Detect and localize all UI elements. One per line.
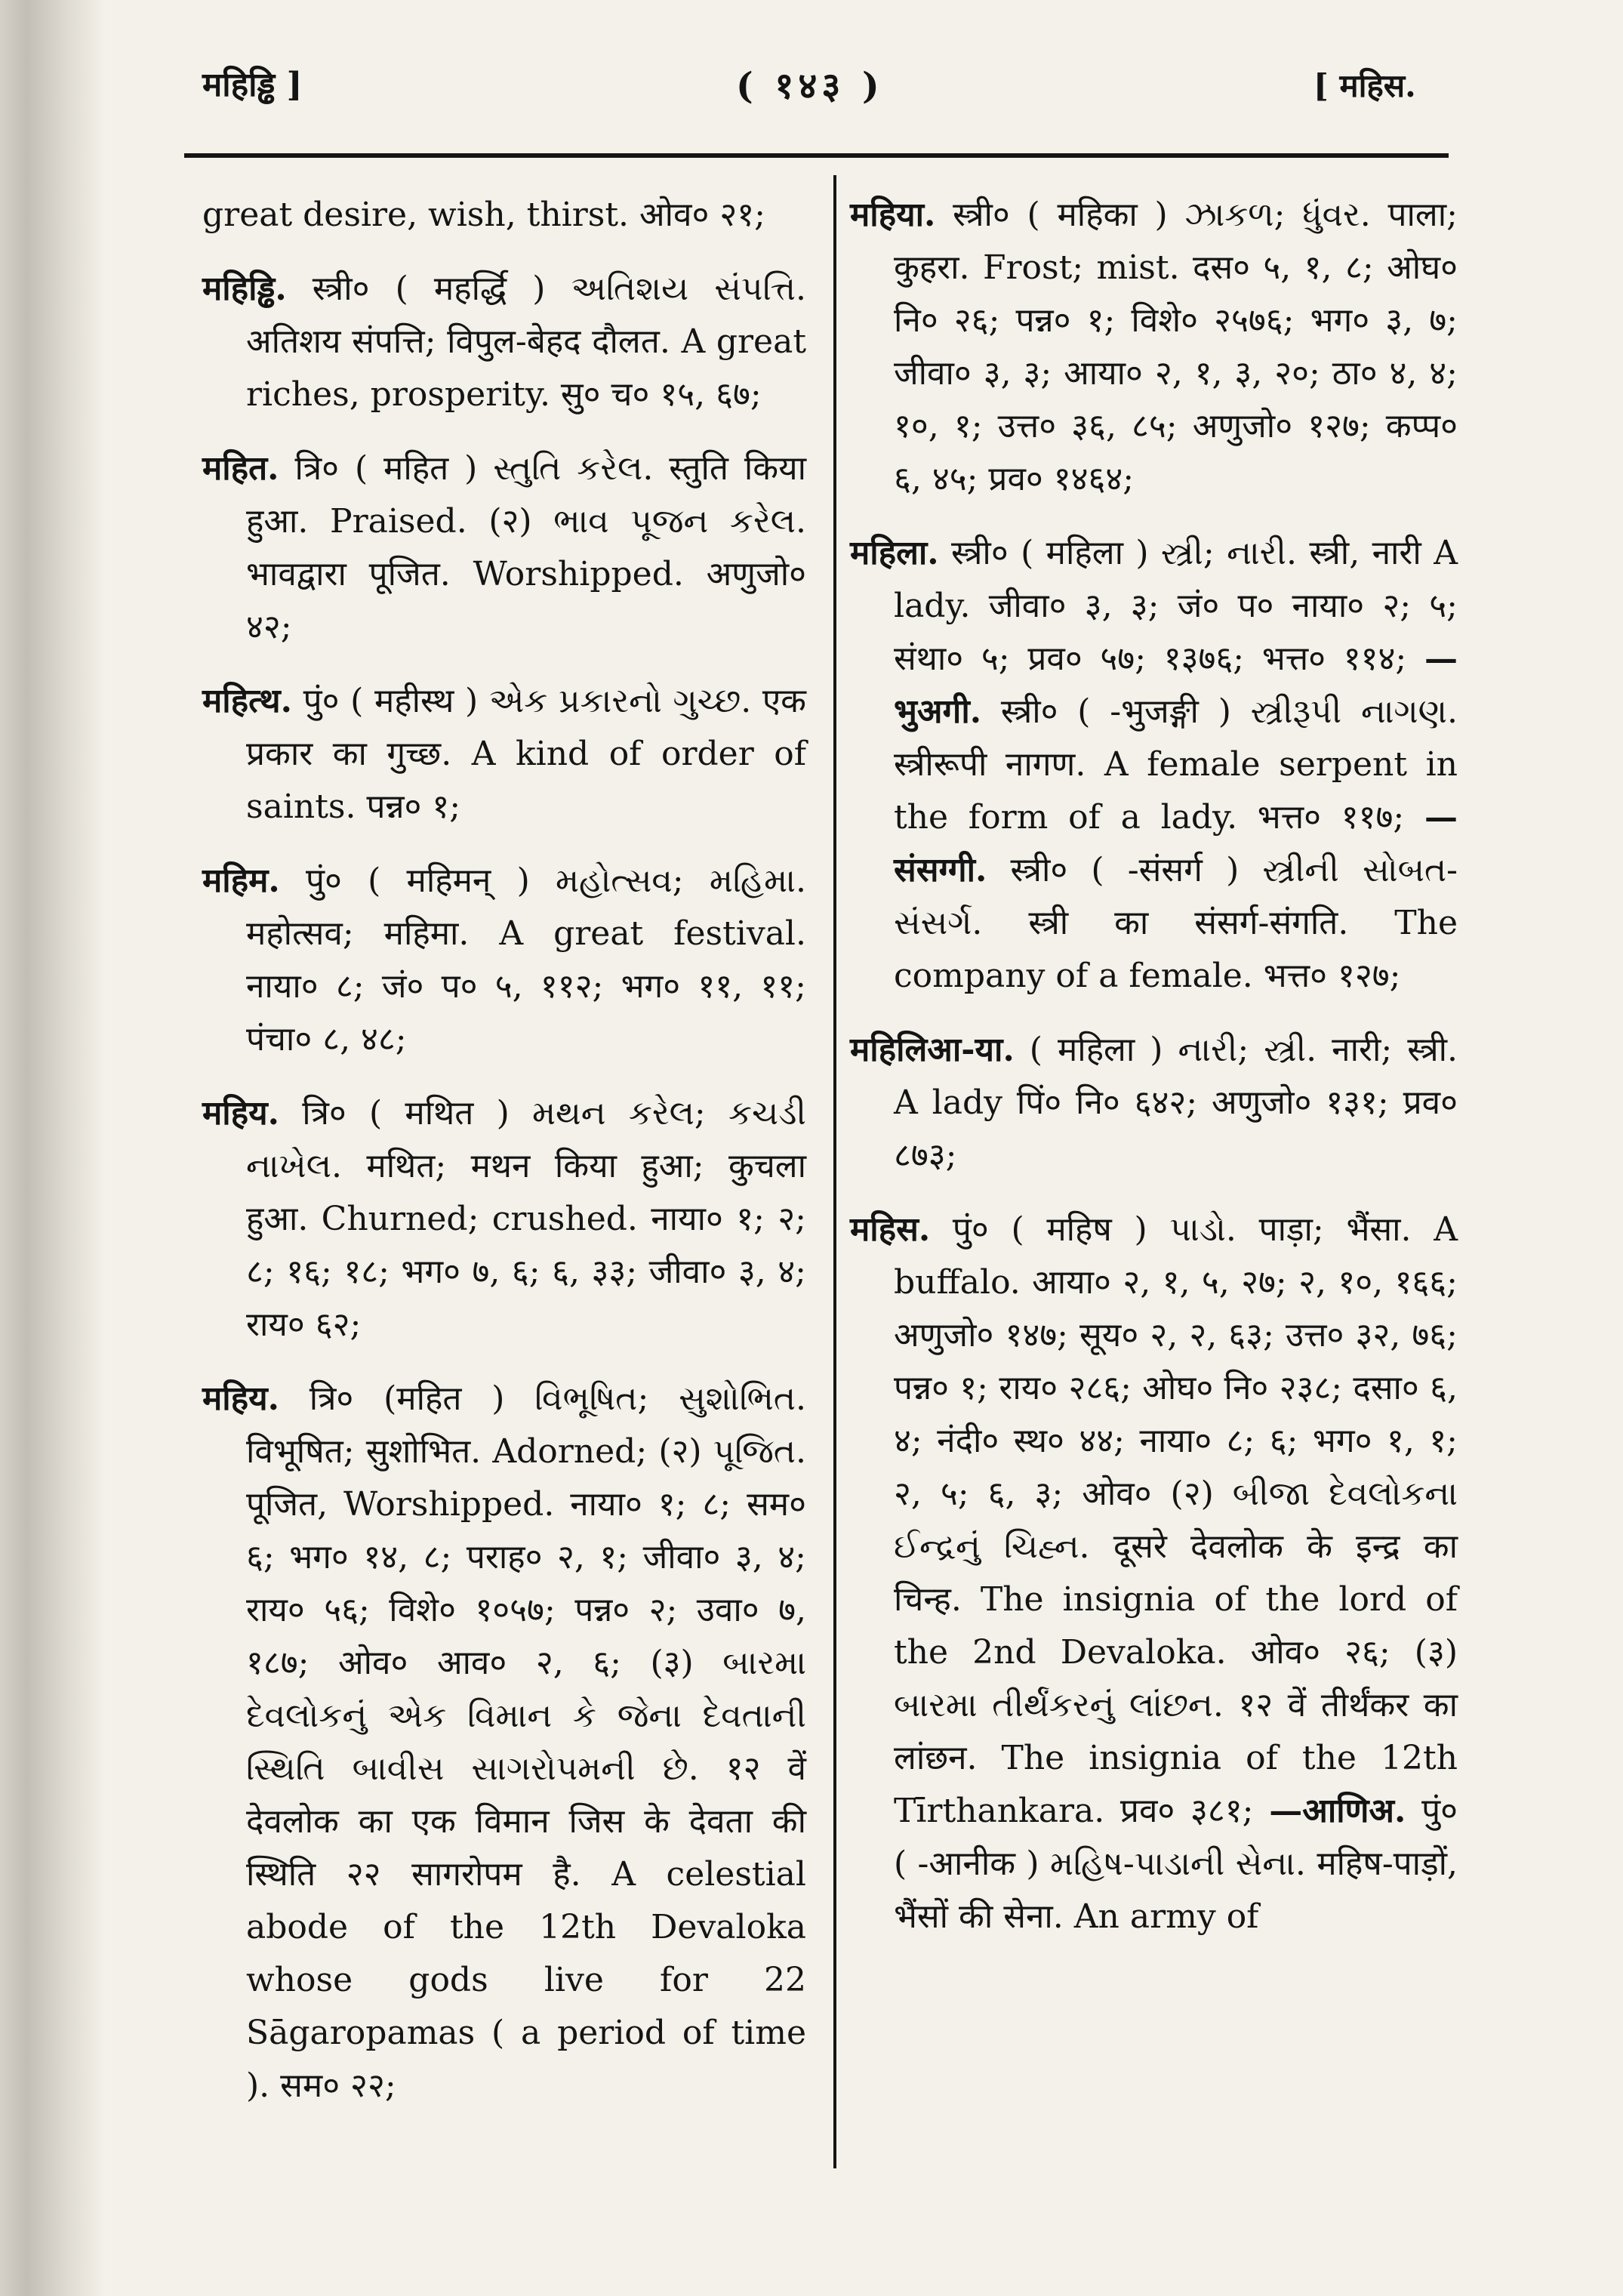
header-left-guide-word: महिड्ढि ] — [202, 66, 303, 104]
headword: महित. — [202, 449, 279, 488]
dictionary-entry: महिया. स्त्री० ( महिका ) ઝાકળ; ધુંવર. पाला; कुहरा. Frost; mist. दस० ५, १, ८; ओघ० नि० २६; पन्न० १; विशे० २५७६; भग० ३, ७; जीवा० ३, ३; आया० २, १, ३, २०; ठा० ४, ४; १०, १; उत्त० ३६, ८५; अणुजो० १२७; कप्प० ६, ४५; प्रव० १४६४; — [850, 196, 1458, 498]
dictionary-entry: महिय. त्रि० (महित ) વિભૂષિત; સુશોભિત. विभूषित; सुशोभित. Adorned; (२) પૂજિત. पूजित, Worshipped. नाया० १; ८; सम० ६; भग० १४, ८; पराह० २, १; जीवा० ३, ४; राय० ५६; विशे० १०५७; पन्न० २; उवा० ७, १८७; ओव० आव० २, ६; (३) બારમા દેવલોકનું એક વિમાન કે જેના દેવતાની સ્થિતિ બાવીસ સાગરોપમની છે. १२ वें देवलोक का एक विमान जिस के देवता की स्थिति २२ सागरोपम है. A celestial abode of the 12th Devaloka whose gods live for 22 Sāgaropamas ( a period of time ). सम० २२; — [202, 1379, 806, 2105]
left-column — [202, 189, 806, 2134]
page-binding-shadow — [0, 0, 106, 2296]
headword: महिड्ढि. — [202, 270, 287, 308]
headword: महित्थ. — [202, 682, 292, 720]
dictionary-entry: महिम. पुं० ( महिमन् ) મહોત્સવ; મહિમા. महोत्सव; महिमा. A great festival. नाया० ८; जं० प० ५, ११२; भग० ११, ११; पंचा० ८, ४८; — [202, 861, 806, 1059]
headword: महिस. — [850, 1210, 931, 1249]
dictionary-entry: महिलिआ-या. ( महिला ) નારી; સ્ત્રી. नारी; स्त्री. A lady पिं० नि० ६४२; अणुजो० १३१; प्रव० ८७३; — [850, 1031, 1458, 1175]
headword: महिय. — [202, 1094, 279, 1133]
page-header — [0, 53, 1623, 121]
dictionary-entry: महिला. स्त्री० ( महिला ) સ્ત્રી; નારી. स्त्री, नारी A lady. जीवा० ३, ३; जं० प० नाया० २; ५; संथा० ५; प्रव० ५७; १३७६; भत्त० ११४; —भुअगी. स्त्री० ( -भुजङ्गी ) સ્ત્રીરૂપી નાગણ. स्त्रीरूपी नागण. A female serpent in the form of a lady. भत्त० ११७; —संसग्गी. स्त्री० ( -संसर्ग ) સ્ત્રીની સોબત-સંસર્ગ. स्त्री का संसर्ग-संगति. The company of a female. भत्त० १२७; — [850, 534, 1458, 995]
header-right-guide-word: [ महिस. — [1313, 67, 1416, 104]
headword: महिला. — [850, 534, 939, 572]
sub-headword: —भुअगी. — [894, 639, 1458, 731]
right-column — [850, 189, 1458, 1965]
headword: महिय. — [202, 1379, 279, 1418]
headword: महिलिआ-या. — [850, 1031, 1015, 1069]
dictionary-entry: महित्थ. पुं० ( महीस्थ ) એક પ્રકારનો ગુચ્છ. एक प्रकार का गुच्छ. A kind of order of saints. पन्न० १; — [202, 682, 806, 826]
column-divider — [833, 175, 836, 2168]
dictionary-entry: महिस. पुं० ( महिष ) પાડો. पाड़ा; भैंसा. A buffalo. आया० २, १, ५, २७; २, १०, १६६; अणुजो० १४७; सूय० २, २, ६३; उत्त० ३२, ७६; पन्न० १; राय० २८६; ओघ० नि० २३८; दसा० ६, ४; नंदी० स्थ० ४४; नाया० ८; ६; भग० १, १; २, ५; ६, ३; ओव० (२) બીજા દેવલોકના ઈન્દ્રનું ચિહ્ન. दूसरे देवलोक के इन्द्र का चिन्ह. The insignia of the lord of the 2nd Devaloka. ओव० २६; (३) બારમા તીર્થંકરનું લાંછન. १२ वें तीर्थंकर का लांछन. The insignia of the 12th Tīrthankara. प्रव० ३८१; —आणिअ. पुं० ( -आनीक ) મહિષ-પાડાની સેના. महिष-पाड़ों, भैंसों की सेना. An army of — [850, 1210, 1458, 1936]
dictionary-entry: महित. त्रि० ( महित ) સ્તુતિ કરેલ. स्तुति किया हुआ. Praised. (२) ભાવ પૂજન કરેલ. भावद्वारा पूजित. Worshipped. अणुजो० ४२; — [202, 449, 806, 646]
dictionary-entry: महिय. त्रि० ( मथित ) મથન કરેલ; કચડી નાખેલ. मथित; मथन किया हुआ; कुचला हुआ. Churned; crushed. नाया० १; २; ८; १६; १८; भग० ७, ६; ६, ३३; जीवा० ३, ४; राय० ६२; — [202, 1094, 806, 1344]
page-number: ( १४३ ) — [736, 65, 884, 107]
sub-headword: —संसग्गी. — [894, 798, 1458, 889]
headword: महिम. — [202, 861, 280, 900]
sub-headword: —आणिअ. — [1269, 1792, 1406, 1830]
dictionary-entry: महिड्ढि. स्त्री० ( महर्द्धि ) અતિશય સંપત્તિ. अतिशय संपत्ति; विपुल-बेहद दौलत. A great riches, prosperity. सु० च० १५, ६७; — [202, 270, 806, 414]
header-rule — [184, 153, 1449, 158]
headword: महिया. — [850, 196, 936, 234]
dictionary-entry: great desire, wish, thirst. ओव० २१; — [202, 196, 765, 234]
